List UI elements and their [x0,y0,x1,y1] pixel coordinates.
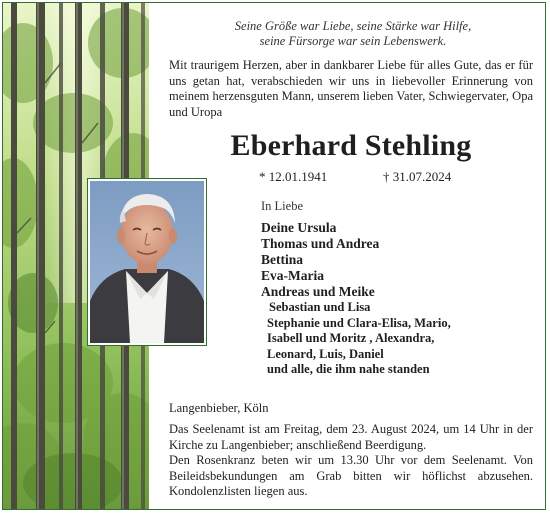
quote-line-2: seine Fürsorge war sein Lebenswerk. [259,34,447,48]
notes-paragraph-1: Das Seelenamt ist am Freitag, dem 23. August 2024, um 14 Uhr in der Kirche zu Langenbieber; anschließend Beerdigung. [169,422,533,452]
family-line: Deine Ursula [261,220,337,235]
family-line: und alle, die ihm nahe standen [267,362,430,376]
birth-date: * 12.01.1941 [259,169,328,184]
intro-text: Mit traurigem Herzen, aber in dankbarer Liebe für alles Gute, das er für uns getan hat, verabschieden wir uns in liebevoller Erinnerung von meinem herzensguten Mann, unserem lieben Vater, Schwiegervater, Opa und Uropa [169,58,533,119]
family-line: Eva-Maria [261,268,324,283]
family-list [261,220,541,378]
quote-line-1: Seine Größe war Liebe, seine Stärke war Hilfe, [234,19,472,33]
death-date: † 31.07.2024 [383,169,452,184]
family-line: Bettina [261,252,303,267]
deceased-name: Eberhard Stehling [230,129,472,162]
family-line: Thomas und Andrea [261,236,380,251]
family-line: Andreas und Meike [261,284,375,299]
portrait-photo [87,178,207,346]
family-line: Sebastian und Lisa [269,300,371,314]
memorial-quote [173,19,533,49]
place-names: Langenbieber, Köln [169,401,269,415]
family-line: Leonard, Luis, Daniel [267,346,384,361]
family-line: Stephanie und Clara-Elisa, Mario, [267,315,451,330]
obituary-card [2,2,546,510]
portrait-image [90,181,204,343]
in-love-label: In Liebe [261,199,303,213]
service-notes [169,422,533,500]
notes-paragraph-2: Den Rosenkranz beten wir um 13.30 Uhr vor dem Seelenamt. Von Beileidsbekundungen am Grab bitten wir höflichst abzusehen. Kondolenzlisten liegen aus. [169,453,533,498]
family-line: Isabell und Moritz , Alexandra, [267,331,435,345]
